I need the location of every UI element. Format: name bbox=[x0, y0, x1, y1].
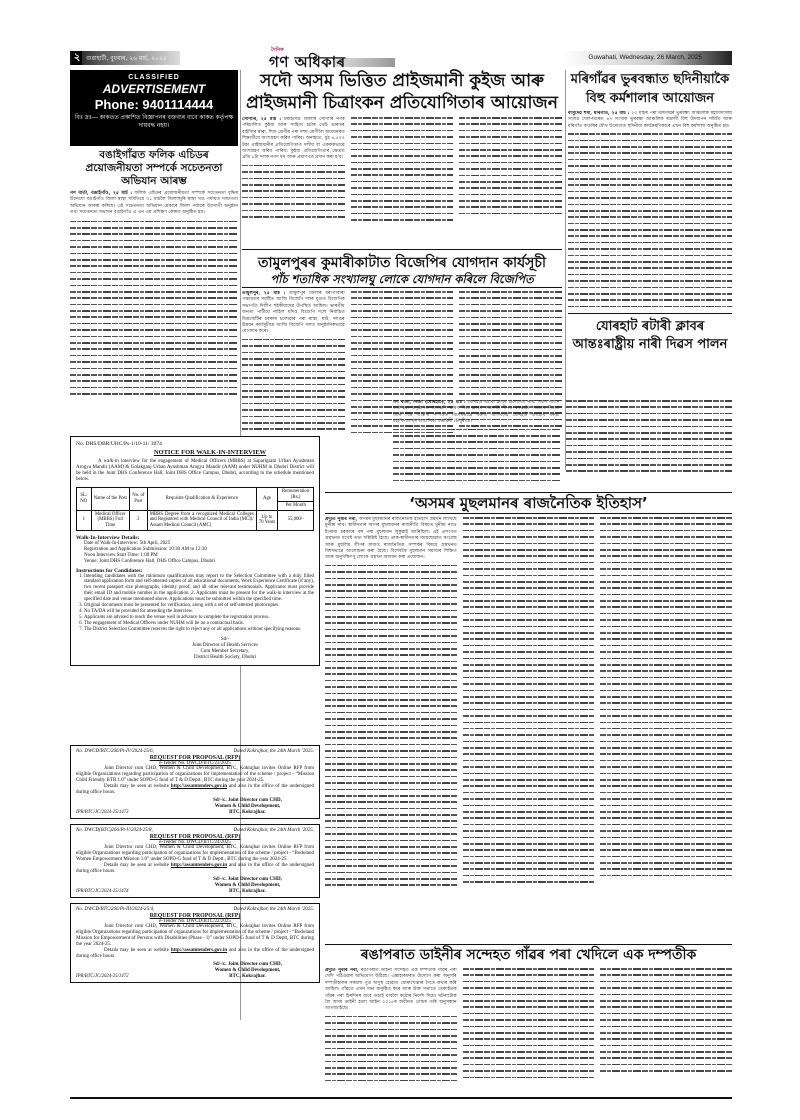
article-continuation bbox=[70, 221, 238, 395]
cell-post: Medical Officer (MBBS) Full Time bbox=[91, 510, 129, 530]
article-headline-history: ‘অসমৰ মুছলমানৰ ৰাজনৈতিক ইতিহাস’ bbox=[325, 492, 732, 514]
divider bbox=[568, 313, 732, 314]
article-body-quiz bbox=[242, 117, 562, 245]
sign-line: Sd/-/c. Joint Director cum CHD, bbox=[213, 962, 282, 967]
article-continuation bbox=[325, 517, 732, 887]
article-couple bbox=[325, 944, 732, 1088]
rfp-details-suffix: and also in the office of the undersigned during office hours. bbox=[76, 784, 314, 795]
table-header-row bbox=[77, 488, 314, 502]
rfp-date: Dated Kokrajhar, the 24th March '2025. bbox=[233, 749, 314, 754]
article-text: ২৩ মাৰ্চৰ পৰা মৰিগাঁৱৰ ভুৰবন্ধা আঞ্চলিক মহাবিদ্যালয় সংলগ্ন খেলপথাৰত ৪৭ সংখ্যক ভুৰবন্ধা আঞ্চলিক ৰঙালী বিহু উদযাপন সমিতি আৰু মৰিগাঁও বাতৰিৰ যৌথ উদ্যোগত ছদিনীয়া কাৰ্যক্ৰমণিকাৰে এখন বিহু কৰ্মশালা অনুষ্ঠিত হয়। bbox=[568, 111, 732, 129]
table-row bbox=[77, 510, 314, 530]
sign-line: BTC, Kokrajhar. bbox=[229, 889, 266, 894]
article-body-history bbox=[325, 517, 732, 957]
divider bbox=[242, 249, 562, 250]
right-column bbox=[568, 70, 732, 354]
detail-start: Noon Interview Start Time: 1:00 PM bbox=[84, 552, 158, 558]
date-assamese: গুৱাহাটী, বুধবাৰ, ২৬ মাৰ্চ, ২০২৫ bbox=[86, 55, 167, 62]
sign-line: Sd/-/c. Joint Director cum CHD, bbox=[213, 798, 282, 803]
article-lead: সোণাৰি, ২৫ মাৰ্চ : bbox=[242, 117, 282, 122]
article-headline-couple: ৰঙাপৰাত ডাইনীৰ সন্দেহত গাঁৱৰ পৰা খেদিলে এক দম্পতীক bbox=[325, 944, 732, 965]
rfp-body: Joint Director cum CHD, Women & Child Development, BTC, Kokrajhar invites Online RFP from eligible Organizations regarding participation of organizations for implementation of the scheme / project - “Bodoland Mission for Empowerment of Persons with Disabilities (Phase - I)” under SOPD-G fund of T & D Deptt, BTC during the year 2024-25. bbox=[76, 924, 314, 947]
article-body-morigaon bbox=[568, 111, 732, 309]
rfp-ref: No. DWCD/BTC/266/Pt-III/2024-25/4, bbox=[76, 907, 155, 912]
rfp-notice bbox=[70, 745, 320, 819]
col-sl: SL. NO bbox=[77, 488, 92, 511]
article-text: ৰঙাপৰাত ডাইনী সন্দেহত এক দম্পতীক গাঁৱৰ পৰা খেদি পঠিওৱাৰ অভিযোগ উঠিছে। এক্সাহাৰফৰত উদ্যোগ কৰা অনুসৰি দম্পতীহালৰ সকলো পুত্ৰ অসুস্থ হোৱাত যোৰাখোৱাৰ দৈতে কথাৰ কৰি আছিল। গাঁৱতে এখন সভা অনুষ্ঠিত কৰে আৰু উক্ত সভাতে ডেকাহঁতক গাঁৱৰ পৰা চিৰদিনৰ বাবে গুচাই যাবলৈ কঠোৰ নিৰ্দেশ দিয়ে। ঘটনাটোক লৈ অসম ডাইনী হত্যা আইন ২০১৫ৰ অধীনত গোচৰ তৰি অনুসন্ধান আগবঢ়াইছে। bbox=[325, 968, 457, 1012]
classified-phone: Phone: 9401114444 bbox=[94, 97, 214, 112]
classified-note: বিঃ দ্ৰঃ— কাকতত প্ৰকাশিত বিজ্ঞাপনৰ বক্তব্যৰ বাবে কাকত কৰ্তৃপক্ষ দায়বদ্ধ নহয়। bbox=[74, 115, 234, 129]
article-text: ফলিক এচিডৰ প্ৰয়োজনীয়তা সম্পৰ্কে সচেতনতা বৃদ্ধিৰ উদ্দেশ্যে বঙাইগাঁও জিলা স্বাস্থ্য সমিতিয়ে ৩১ মাৰ্চলৈ জিলাজুৰি স্বাস্থ্য খণ্ড পৰ্যায়ত সজাগতা অভিযান আৰম্ভ কৰিছে। এই সচেতনতা অভিযান মেকাৰে জিলা পৰ্যায়ৰ উদ্যোগী অনুষ্ঠান তথা সচেতনতা সভাখন বঙাইগাঁও এ এন এম প্ৰশিক্ষণ কেন্দ্ৰত অনুষ্ঠিত হয়। bbox=[70, 191, 238, 216]
article-body-bongaigaon bbox=[70, 191, 238, 217]
notice-table bbox=[76, 487, 314, 531]
notice-ref: No. DHS/DBR/UHC/Ps-1/10-11/ 3074 bbox=[76, 441, 162, 447]
notice-intro: A walk-in interview for the engagement of Medical Officers (MBBS) at Saparigram Urban Ayushman Arogya Mandir (AAM) & Golakganj Urban Ayushman Arogya Mandir (AAM) under NUHM in Dhubri District will be held in the Joint DHS Conference Hall, Joint DHS Office Campus, Dhubri, according to the schedule mentioned below. bbox=[76, 459, 314, 482]
rfp-notices bbox=[70, 740, 320, 983]
article-text: অসমৰ মুছলমানৰ ৰাজনৈতিক ইতিহাস গ্ৰন্থখন লিখিছে মুনীন্দ্ৰ নাথ। স্বাধীনতাৰ আগৰ মুছলমানৰ ৰাজনীতি বিষয়ত মুনীন্দ্ৰ নাথে ইংৰাজ চৰকাৰে বঙ্গ পৰা মুছলমান লুকুৱাই আনিছিল। এই প্ৰসংগত গ্ৰন্থখনত যথেষ্ট তথ্য সন্নিৱিষ্ট হৈছে। প্ৰাক-স্বাধীনতাৰ সময়ছোৱাত কংগ্ৰেছ আৰু মুছলিম লীগৰ মাজত ৰাজনৈতিক সম্পৰ্কৰ বিষয়ে গ্ৰন্থখনত বিশদভাৱে আলোচনা কৰা হৈছে। বিশেষকৈ মুছলমান সমাজৰ শিক্ষিত আৰু অনুসন্ধিৎসু লোকে গ্ৰন্থখন অধ্যয়ন কৰা প্ৰয়োজন। bbox=[325, 517, 457, 561]
masthead bbox=[70, 47, 732, 71]
rfp-ref-row bbox=[76, 749, 314, 754]
newspaper-page bbox=[70, 0, 732, 1120]
date-english: Guwahati, Wednesday, 26 March, 2025 bbox=[588, 54, 702, 61]
rfp-details bbox=[76, 784, 314, 796]
rfp-details-suffix: and also in the office of the undersigned during office hours. bbox=[76, 948, 314, 959]
cell-count: 2 bbox=[130, 510, 148, 530]
sign-line: District Health Society, Dhubri bbox=[193, 654, 257, 660]
sign-line: BTC, Kokrajhar. bbox=[229, 974, 266, 979]
article-text: তামুলপুৰ জিলাৰ বৰংগাবাৰী পঞ্চায়তৰ সমষ্টিত আজি বিজেপি দলৰ যুগুত বিজেপিৰ সভাপতি দিলীপ শইকীয়াদেৱ উপস্থিত আছিল। ভাৰতীয় জনতা পাৰ্টীয়ে নাহিল যদিও বিজেপি দলে নিৰ্বাচিত মিত্ৰজোঁটৰ চৰকাৰ চলোৱাৰ পৰা ৰাস্তা, ঘাট, দলঙৰ উন্নয়ন কাৰ্যসূচীয়ে আজি বিজেপি দলত অনুষ্ঠানিকভাৱে যোগদান কৰে। bbox=[242, 291, 345, 335]
col-per-month: Per Month bbox=[278, 502, 314, 511]
rfp-tender-no: e-Tender No. DWCD/BTC/23/2025 bbox=[159, 761, 231, 766]
details-title: Walk-In-Interview Details: bbox=[76, 534, 140, 541]
details-list bbox=[84, 541, 314, 565]
detail-date: Date of Walk-In-Interview: 5th April, 2025 bbox=[84, 540, 171, 546]
instruction-item: 3. Original documents must be presented for verification, along with a set of self-attested photocopies. bbox=[84, 603, 314, 609]
rfp-code: IPR/BTC/JC/2024-25/1474 bbox=[76, 889, 129, 894]
instruction-item: 1. Intending candidates with the minimum qualifications may report to the Selection Committee with a duly filled standard application form and self-attested copies of all educational documents, Work Experience Certificate (if any), two recent passport size photographs, identity proof, and all other relevant testimonials. Applicants must provide their email ID and mobile number in the application. 2. Applicants must be present for the walk-in interview at the specified date and venue mentioned above. Applications must be submitted within the specified time. bbox=[84, 574, 314, 604]
rfp-details bbox=[76, 948, 314, 960]
masthead-left-band bbox=[70, 51, 180, 65]
article-headline-quiz: সদৌ অসম ভিত্তিত প্ৰাইজমানী কুইজ আৰু প্ৰাইজমানী চিত্ৰাংকন প্ৰতিযোগিতাৰ আয়োজন bbox=[246, 71, 558, 113]
logo-text: গণ অধিকাৰ bbox=[269, 53, 346, 71]
notice-signature bbox=[136, 637, 314, 661]
article-lead: প্ৰদ্যুত পুৰীৰ পৰা, bbox=[325, 517, 358, 522]
article-headline-bongaigaon: বঙাইগাঁৱত ফলিক এচিডৰ প্ৰয়োজনীয়তা সম্পৰ্কে সচেতনতা অভিযান আৰম্ভ bbox=[85, 149, 223, 187]
classified-title: ADVERTISEMENT bbox=[102, 82, 206, 96]
classified-ad-box bbox=[70, 70, 238, 146]
rfp-date: Dated Kokrajhar, the 24th March '2025. bbox=[233, 828, 314, 833]
left-column bbox=[70, 70, 238, 400]
cell-sl: 1 bbox=[77, 510, 92, 530]
instructions-title: Instructions for Candidates: bbox=[76, 567, 143, 574]
sign-line: Women & Child Development, bbox=[214, 883, 281, 888]
article-lead: বাসুদেৱ শৰ্মা, মৰিগাঁও, ২৫ মাৰ্চ : bbox=[568, 111, 630, 116]
masthead-right-band bbox=[562, 51, 732, 65]
article-text: চৰাইদেউ জিলাৰ সোণাৰি নগৰ পৰিচালিত কুইজ আৰু সাহিত্য চৰ্চাৰ থেউ ভাৰতৰ বাইজিৰ দ্বাৰা, শিশু শ্ৰেণীৰ পৰা দশম শ্ৰেণীলৈ অধ্যয়নৰত শিক্ষাৰ্থীয়ে অংশগ্ৰহণ কৰিব পাৰিব। অনাহতে, মুঠ ৪,৫০০ টকা প্ৰাইজমানীৰ প্ৰতিযোগিতাত দলীয় বা একককভাৱে অংশগ্ৰহণ কৰিব পাৰিব। কুইজ প্ৰতিযোগিতাৰ ক্ষেত্ৰত প্ৰতি ৮টা দলক নগদ ধন আৰু প্ৰমাণপত্ৰ প্ৰদান কৰা হ'ব। bbox=[242, 117, 345, 161]
col-post: Name of the Post bbox=[91, 488, 129, 511]
rfp-code: IPR/BTC/JC/2024-25/1472 bbox=[76, 974, 129, 979]
newspaper-logo bbox=[265, 47, 395, 71]
logo-tag: দৈনিক bbox=[271, 47, 284, 53]
sign-line: BTC, Kokrajhar. bbox=[229, 810, 266, 815]
cell-remuneration: 55,000/- bbox=[278, 510, 314, 530]
rfp-date: Dated Kokrajhar, the 24th March '2025. bbox=[233, 907, 314, 912]
col-age: Age bbox=[256, 488, 278, 511]
sign-line: Sd/-/c. Joint Director cum CHD, bbox=[213, 877, 282, 882]
rfp-title: REQUEST FOR PROPOSAL (RFP) bbox=[149, 834, 241, 840]
rfp-body: Joint Director cum CHD, Women & Child Development, BTC, Kokrajhar invites Online RFP from eligible Organizations regarding participation of organizations for implementation of the scheme / project - “Mission Child Friendly BTR 1.0” under SOPD-G fund of T & D Deptt., BTC during the year 2024-25. bbox=[76, 766, 314, 783]
instruction-item: 4. No TA/DA will be provided for attending the Interview. bbox=[84, 609, 314, 615]
rfp-tender-no: e-Tender No. DWCD/BTC/22/2025 bbox=[159, 919, 231, 924]
cell-qualification: MBBS Degree from a recognized Medical Colleges and Registered with Medical Council of India (MCI)/ Assam Medical Council (AMC) bbox=[147, 510, 256, 530]
sign-line: Sd/- bbox=[220, 636, 230, 642]
cell-age: Up to 70 Years bbox=[256, 510, 278, 530]
rfp-notice bbox=[70, 903, 320, 983]
detail-venue: Venue: Joint DHS Conference Hall, DHS Office Campus, Dhubri bbox=[84, 558, 215, 564]
col-count: No. of Post bbox=[130, 488, 148, 511]
classified-label: CLASSIFIED bbox=[128, 74, 180, 81]
article-lead: প্ৰদ্যুত পুৰীৰ পৰা, bbox=[325, 968, 359, 973]
article-body-jorhat bbox=[393, 400, 732, 488]
rfp-details-prefix: Details may be seen at website bbox=[104, 784, 169, 789]
article-continuation bbox=[568, 133, 732, 307]
page-bottom-rule bbox=[70, 1097, 732, 1099]
instructions-list bbox=[84, 574, 314, 633]
rfp-body: Joint Director cum CHD, Women & Child Development, BTC, Kokrajhar invites Online RFP from eligible Organizations regarding participation of organizations for implementation of the scheme / project - “Bodoland Women Empowerment Mission 1.0” under SOPD-G fund of T & D Deptt., BTC during the year 2024-25. bbox=[76, 845, 314, 862]
rfp-details-prefix: Details may be seen at website bbox=[104, 863, 169, 868]
article-text: যোৰহাট ৰটাৰী ক্লাবৰ উদ্যোগত নাৰী দিৱস পালন কৰা হয়। অনুষ্ঠানত আৰম্ভণি ভাষণ দিয়ে ক্লাবৰ সভাপতি দীপক বৰুৱাই। ‘সমতাৰ নিমাত আৰু বিশ্ব শান্তি’ৰ সম্পৰ্কত বিশেষভাৱে বক্তব্য আগবঢ়াই যোৰহাট জগন্নাথ বৰুৱা মহাবিদ্যালয়ৰ অধ্যাপিকা চন্দ্ৰমিনী চৌধুৰীয়ে। bbox=[393, 400, 560, 425]
rfp-ref-row bbox=[76, 907, 314, 912]
sign-line: Women & Child Development, bbox=[214, 968, 281, 973]
rfp-tender-no: e-Tender No. DWCD/BTC/24/2025 bbox=[159, 840, 231, 845]
walk-in-interview-notice bbox=[70, 436, 320, 666]
rfp-details-prefix: Details may be seen at website bbox=[104, 948, 169, 953]
rfp-details bbox=[76, 863, 314, 875]
rfp-title: REQUEST FOR PROPOSAL (RFP) bbox=[149, 913, 241, 919]
rfp-ref: No. DWCD/BTC/266/Pt-IV/2024-25/6, bbox=[76, 749, 154, 754]
article-body-couple bbox=[325, 968, 732, 1088]
rfp-website-link[interactable]: http://assamtenders.gov.in bbox=[170, 784, 227, 789]
article-headline-jorhat: যোৰহাট ৰটাৰী ক্লাবৰ আন্তঃৰাষ্ট্ৰীয় নাৰী দিৱস পালন bbox=[572, 319, 728, 352]
rfp-title: REQUEST FOR PROPOSAL (RFP) bbox=[149, 755, 241, 761]
notice-title: NOTICE FOR WALK-IN-INTERVIEW bbox=[153, 449, 267, 456]
rfp-ref: No. DWCD(BTC)266/Pt-V/2024-25/8, bbox=[76, 828, 153, 833]
instruction-item: 7. The District Selection Committee reserves the right to reject any or all applications without specifying reasons. bbox=[84, 627, 314, 633]
article-lead: গণ বাৰ্তা, নিজা (যোৰহাট), ২৫ মাৰ্চ : bbox=[393, 400, 466, 405]
sign-line: Joint Director of Health Services bbox=[192, 642, 258, 648]
rfp-website-link[interactable]: http://assamtenders.gov.in bbox=[170, 948, 227, 953]
article-subhead-bjp: পাঁচ শতাধিক সংখ্যালঘু লোকে যোগদান কৰিলে বিজেপিত bbox=[242, 272, 562, 288]
article-lead: গণ বাৰ্তা, বঙাইগাঁও, ২৫ মাৰ্চ : bbox=[70, 191, 133, 196]
rfp-ref-row bbox=[76, 828, 314, 833]
col-remuneration: Remuneration (Rs.) bbox=[278, 488, 314, 502]
rfp-code: IPR/BTC/JC/2024-25/1473 bbox=[76, 810, 129, 815]
rfp-details-suffix: and also in the office of the undersigned during office hours. bbox=[76, 863, 314, 874]
instruction-item: 6. The engagement of Medical Officers under NUHM will be on a contractual basis. bbox=[84, 621, 314, 627]
sign-line: Cum Member Secretary, bbox=[200, 648, 250, 654]
sign-line: Women & Child Development, bbox=[214, 804, 281, 809]
detail-registration: Registration and Application Submission: 10:30 AM to 12:30 bbox=[84, 546, 207, 552]
article-history bbox=[325, 492, 732, 957]
page-number: ২ bbox=[73, 52, 81, 63]
col-qualification: Requisite Qualification & Experience bbox=[147, 488, 256, 511]
article-headline-bjp: তামুলপুৰৰ কুমাৰীকাটাত বিজেপিৰ যোগদান কাৰ্যসূচী bbox=[258, 255, 546, 271]
rfp-website-link[interactable]: http://assamtenders.gov.in bbox=[170, 863, 227, 868]
article-lead: তামুলপুৰ, ২৫ মাৰ্চ : bbox=[242, 291, 286, 296]
rfp-notice bbox=[70, 824, 320, 898]
article-headline-morigaon: মৰিগাঁৱৰ ভুৰবন্ধাত ছদিনীয়াকৈ বিহু কৰ্মশালাৰ আয়োজন bbox=[570, 72, 730, 106]
instruction-item: 5. Applicants are advised to reach the venue well in advance to complete the registration process. bbox=[84, 615, 314, 621]
